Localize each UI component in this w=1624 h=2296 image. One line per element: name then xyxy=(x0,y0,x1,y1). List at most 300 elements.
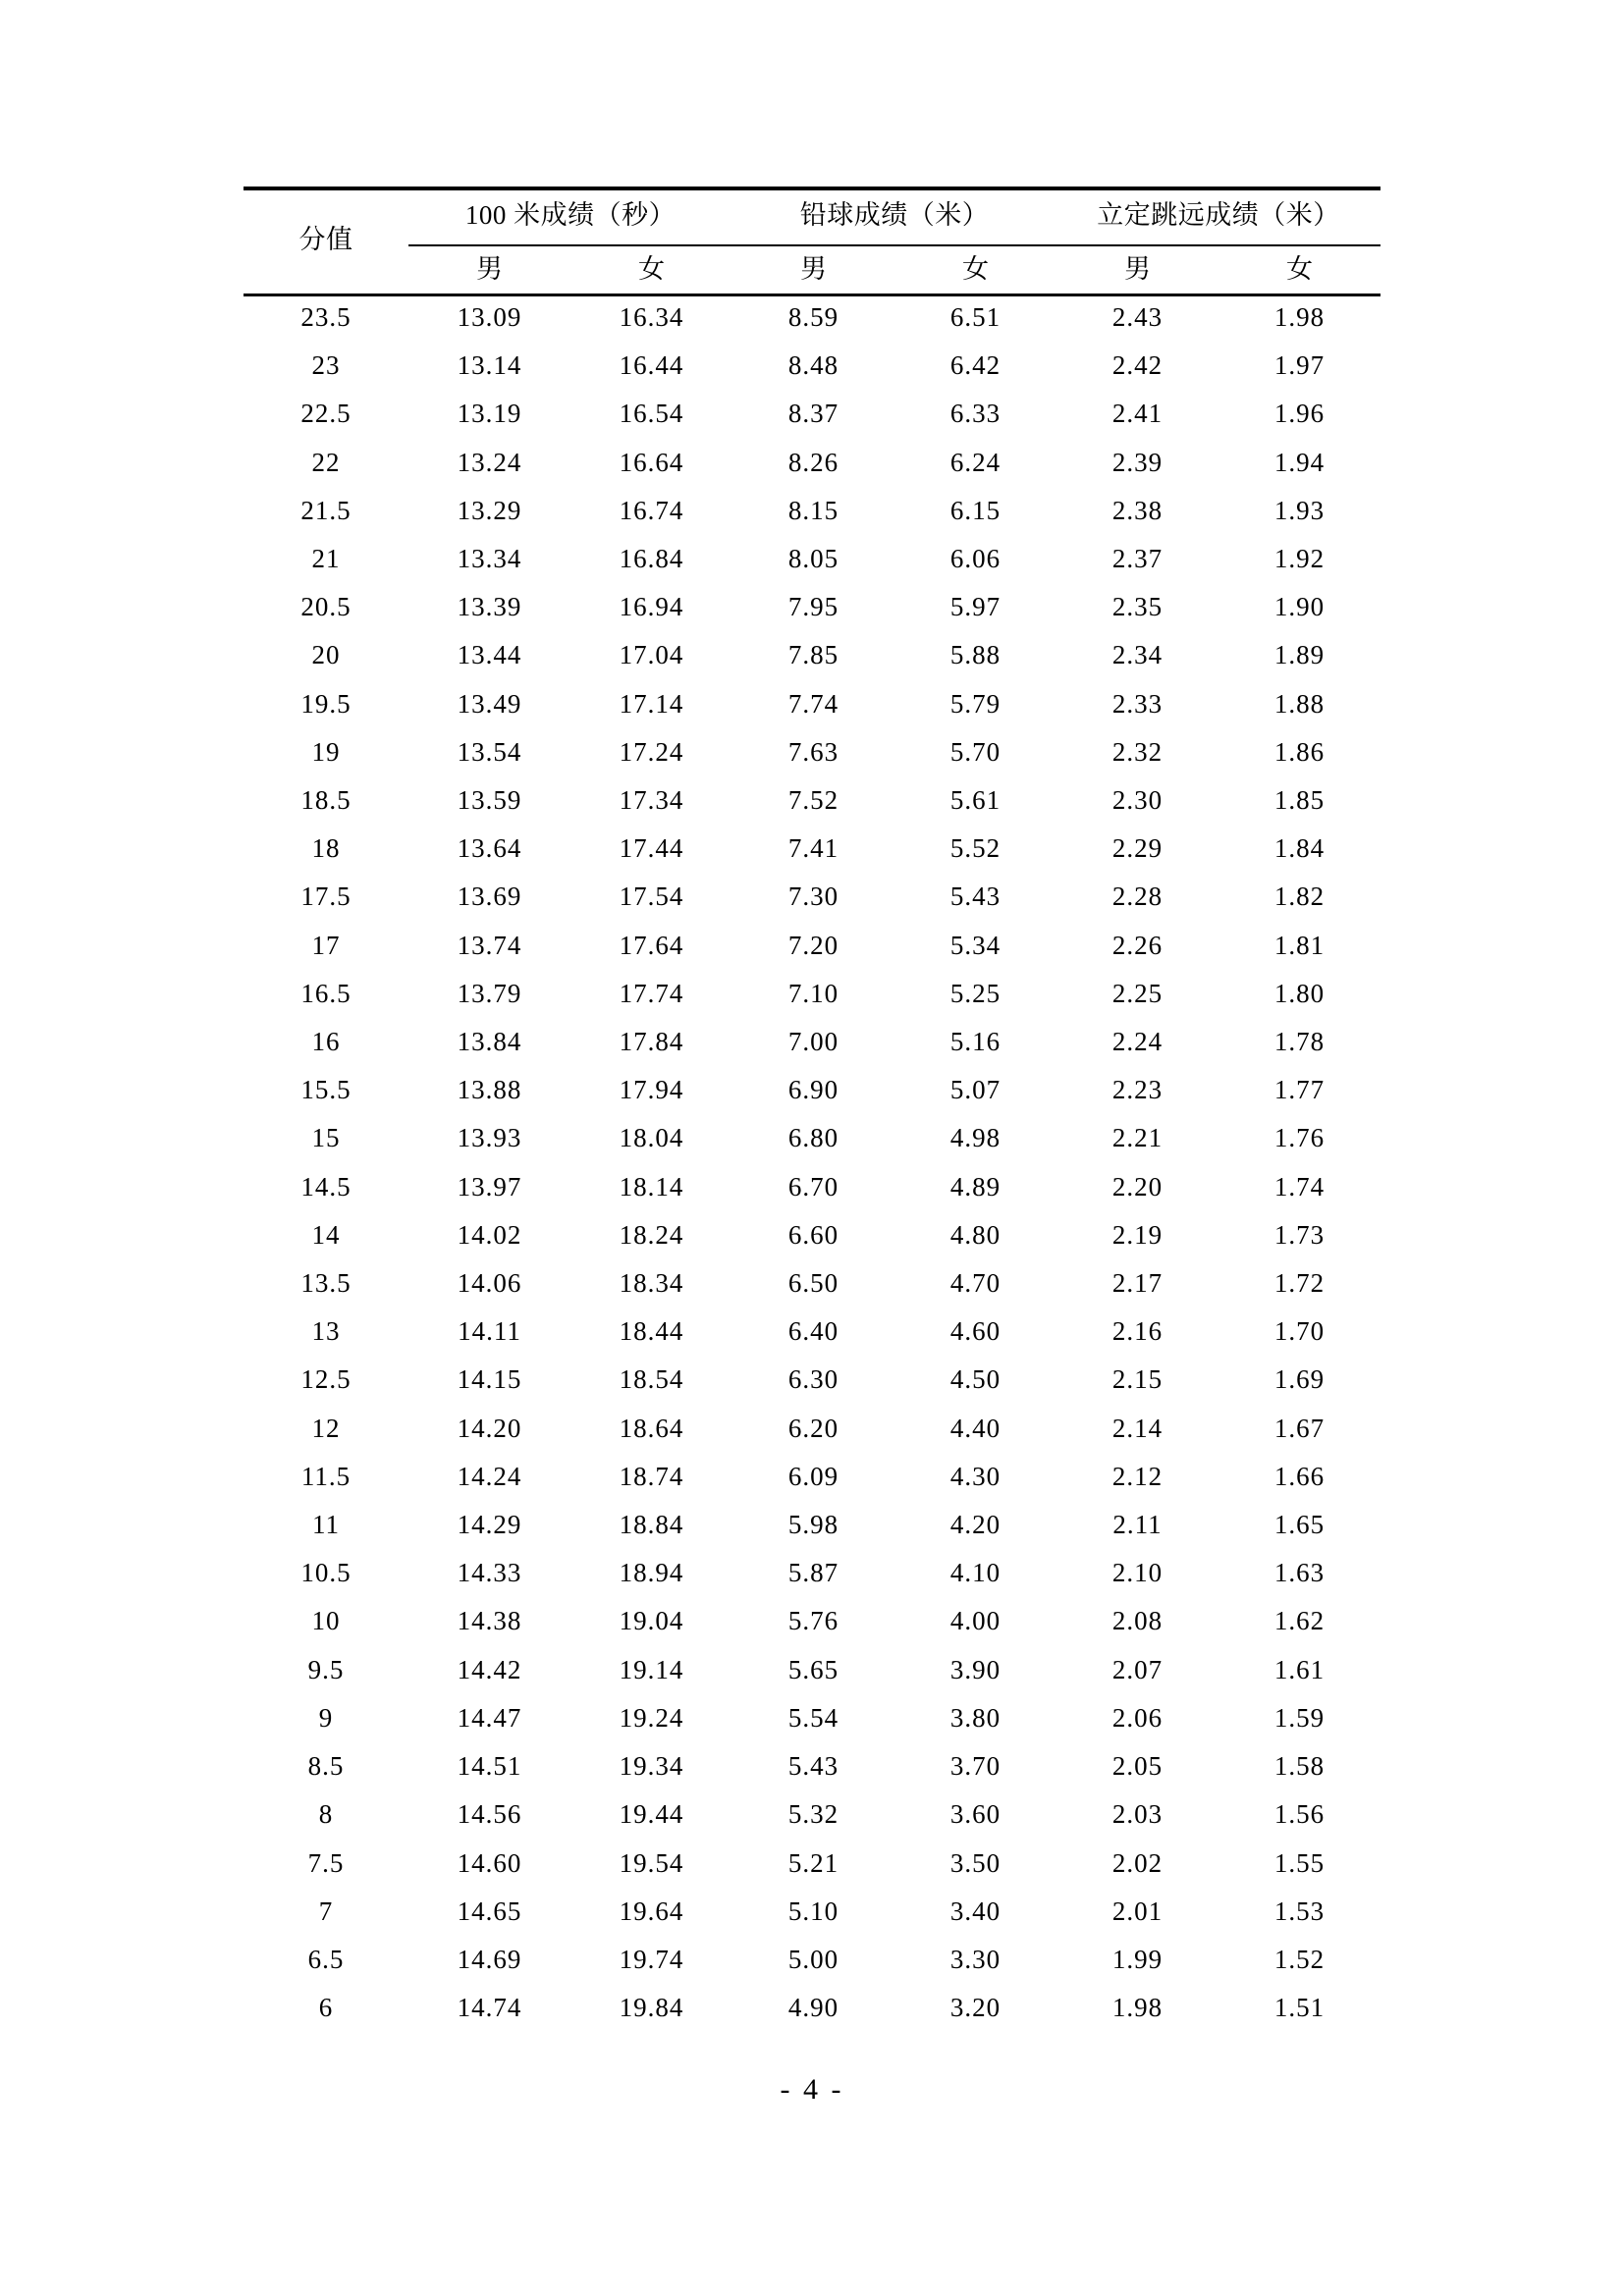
cell-shotput-female: 3.80 xyxy=(949,1702,1001,1733)
cell-jump-male: 2.05 xyxy=(1111,1751,1164,1782)
cell-jump-female: 1.65 xyxy=(1273,1510,1326,1540)
cell-shotput-female: 6.06 xyxy=(949,544,1001,574)
cell-100m-female: 19.44 xyxy=(619,1799,684,1830)
cell-shotput-male: 6.90 xyxy=(787,1075,839,1105)
cell-jump-male: 2.12 xyxy=(1111,1461,1164,1491)
cell-jump-female: 1.53 xyxy=(1273,1896,1326,1926)
cell-jump-male: 2.33 xyxy=(1111,688,1164,719)
table-row xyxy=(244,1453,1380,1501)
table-row xyxy=(244,342,1380,390)
cell-score: 21.5 xyxy=(300,495,352,525)
cell-jump-female: 1.51 xyxy=(1273,1993,1326,2023)
cell-score: 13 xyxy=(311,1316,341,1347)
cell-jump-male: 2.42 xyxy=(1111,350,1164,381)
table-row xyxy=(244,680,1380,728)
cell-jump-female: 1.55 xyxy=(1273,1847,1326,1878)
cell-100m-male: 14.65 xyxy=(457,1896,522,1926)
table-row xyxy=(244,728,1380,776)
column-group-header-shotput: 铅球成绩（米） xyxy=(799,200,990,230)
cell-score: 15.5 xyxy=(300,1075,352,1105)
cell-100m-female: 18.64 xyxy=(619,1413,684,1443)
cell-100m-female: 17.94 xyxy=(619,1075,684,1105)
cell-shotput-female: 4.00 xyxy=(949,1606,1001,1636)
cell-shotput-male: 5.54 xyxy=(787,1702,839,1733)
table-row xyxy=(244,1501,1380,1549)
cell-shotput-female: 3.60 xyxy=(949,1799,1001,1830)
cell-100m-male: 14.15 xyxy=(457,1364,522,1395)
cell-jump-male: 2.41 xyxy=(1111,399,1164,429)
cell-jump-female: 1.82 xyxy=(1273,881,1326,912)
cell-score: 12 xyxy=(311,1413,341,1443)
cell-score: 9 xyxy=(318,1702,334,1733)
cell-jump-male: 2.21 xyxy=(1111,1123,1164,1153)
table-row xyxy=(244,873,1380,921)
cell-score: 8 xyxy=(318,1799,334,1830)
table-row xyxy=(244,631,1380,679)
cell-shotput-female: 3.20 xyxy=(949,1993,1001,2023)
cell-shotput-male: 5.87 xyxy=(787,1558,839,1588)
cell-jump-female: 1.70 xyxy=(1273,1316,1326,1347)
cell-100m-male: 14.20 xyxy=(457,1413,522,1443)
table-row xyxy=(244,1259,1380,1308)
cell-jump-male: 2.30 xyxy=(1111,785,1164,816)
cell-shotput-male: 5.65 xyxy=(787,1654,839,1684)
table-subheader-row xyxy=(244,244,1380,294)
cell-100m-female: 19.84 xyxy=(619,1993,684,2023)
column-subheader-jump-female: 女 xyxy=(1286,254,1313,284)
cell-jump-male: 2.26 xyxy=(1111,930,1164,960)
cell-score: 20.5 xyxy=(300,592,352,622)
cell-jump-male: 2.08 xyxy=(1111,1606,1164,1636)
column-group-header-100m: 100 米成绩（秒） xyxy=(464,200,677,230)
cell-100m-female: 19.24 xyxy=(619,1702,684,1733)
cell-100m-male: 13.69 xyxy=(457,881,522,912)
cell-100m-female: 16.64 xyxy=(619,447,684,477)
cell-shotput-female: 5.61 xyxy=(949,785,1001,816)
cell-jump-female: 1.98 xyxy=(1273,302,1326,332)
cell-100m-female: 19.64 xyxy=(619,1896,684,1926)
table-row xyxy=(244,1018,1380,1066)
table-row xyxy=(244,922,1380,970)
cell-jump-female: 1.78 xyxy=(1273,1027,1326,1057)
cell-shotput-male: 5.00 xyxy=(787,1944,839,1974)
cell-jump-female: 1.84 xyxy=(1273,833,1326,864)
cell-shotput-female: 5.79 xyxy=(949,688,1001,719)
cell-jump-male: 2.06 xyxy=(1111,1702,1164,1733)
column-group-header-standing-long-jump: 立定跳远成绩（米） xyxy=(1097,200,1340,230)
cell-shotput-male: 5.10 xyxy=(787,1896,839,1926)
cell-score: 18.5 xyxy=(300,785,352,816)
cell-jump-female: 1.56 xyxy=(1273,1799,1326,1830)
cell-jump-male: 2.29 xyxy=(1111,833,1164,864)
cell-shotput-male: 5.98 xyxy=(787,1510,839,1540)
cell-shotput-male: 6.30 xyxy=(787,1364,839,1395)
cell-shotput-female: 3.50 xyxy=(949,1847,1001,1878)
cell-jump-female: 1.59 xyxy=(1273,1702,1326,1733)
cell-shotput-female: 4.40 xyxy=(949,1413,1001,1443)
cell-shotput-male: 6.70 xyxy=(787,1171,839,1201)
cell-jump-male: 2.28 xyxy=(1111,881,1164,912)
cell-jump-male: 2.19 xyxy=(1111,1219,1164,1250)
cell-score: 9.5 xyxy=(307,1654,345,1684)
cell-score: 14.5 xyxy=(300,1171,352,1201)
column-subheader-shotput-male: 男 xyxy=(800,254,827,284)
cell-shotput-female: 5.43 xyxy=(949,881,1001,912)
cell-jump-male: 2.10 xyxy=(1111,1558,1164,1588)
cell-shotput-female: 4.70 xyxy=(949,1268,1001,1299)
cell-100m-male: 14.06 xyxy=(457,1268,522,1299)
table-row xyxy=(244,1405,1380,1453)
cell-jump-female: 1.88 xyxy=(1273,688,1326,719)
cell-100m-female: 18.54 xyxy=(619,1364,684,1395)
cell-100m-female: 18.34 xyxy=(619,1268,684,1299)
cell-score: 7.5 xyxy=(307,1847,345,1878)
cell-100m-female: 19.54 xyxy=(619,1847,684,1878)
cell-shotput-female: 4.89 xyxy=(949,1171,1001,1201)
table-row xyxy=(244,390,1380,438)
cell-score: 18 xyxy=(311,833,341,864)
cell-shotput-male: 8.05 xyxy=(787,544,839,574)
table-row xyxy=(244,1646,1380,1694)
cell-score: 20 xyxy=(311,640,341,670)
cell-jump-male: 2.20 xyxy=(1111,1171,1164,1201)
cell-shotput-male: 8.48 xyxy=(787,350,839,381)
cell-jump-male: 2.07 xyxy=(1111,1654,1164,1684)
cell-score: 7 xyxy=(318,1896,334,1926)
cell-score: 11.5 xyxy=(300,1461,352,1491)
cell-shotput-female: 6.42 xyxy=(949,350,1001,381)
cell-100m-female: 18.74 xyxy=(619,1461,684,1491)
cell-shotput-female: 6.24 xyxy=(949,447,1001,477)
cell-score: 8.5 xyxy=(307,1751,345,1782)
cell-100m-female: 18.94 xyxy=(619,1558,684,1588)
table-row xyxy=(244,825,1380,873)
cell-jump-male: 2.14 xyxy=(1111,1413,1164,1443)
cell-100m-female: 17.84 xyxy=(619,1027,684,1057)
cell-100m-male: 13.74 xyxy=(457,930,522,960)
cell-100m-male: 14.38 xyxy=(457,1606,522,1636)
table-row xyxy=(244,1356,1380,1404)
cell-shotput-female: 5.07 xyxy=(949,1075,1001,1105)
cell-shotput-male: 7.41 xyxy=(787,833,839,864)
table-row xyxy=(244,1114,1380,1162)
cell-100m-female: 18.44 xyxy=(619,1316,684,1347)
cell-score: 22.5 xyxy=(300,399,352,429)
cell-100m-male: 13.34 xyxy=(457,544,522,574)
cell-100m-male: 14.47 xyxy=(457,1702,522,1733)
cell-jump-female: 1.74 xyxy=(1273,1171,1326,1201)
cell-100m-male: 13.09 xyxy=(457,302,522,332)
cell-jump-male: 2.43 xyxy=(1111,302,1164,332)
cell-shotput-female: 4.80 xyxy=(949,1219,1001,1250)
cell-100m-male: 14.74 xyxy=(457,1993,522,2023)
cell-shotput-male: 5.21 xyxy=(787,1847,839,1878)
cell-score: 13.5 xyxy=(300,1268,352,1299)
cell-jump-female: 1.73 xyxy=(1273,1219,1326,1250)
table-row xyxy=(244,487,1380,535)
cell-jump-male: 2.34 xyxy=(1111,640,1164,670)
cell-100m-female: 16.74 xyxy=(619,495,684,525)
cell-score: 19.5 xyxy=(300,688,352,719)
table-row xyxy=(244,439,1380,487)
cell-shotput-female: 5.70 xyxy=(949,736,1001,767)
cell-shotput-female: 3.90 xyxy=(949,1654,1001,1684)
cell-shotput-male: 8.37 xyxy=(787,399,839,429)
cell-shotput-male: 7.20 xyxy=(787,930,839,960)
cell-shotput-female: 4.20 xyxy=(949,1510,1001,1540)
cell-100m-female: 16.34 xyxy=(619,302,684,332)
cell-jump-male: 2.17 xyxy=(1111,1268,1164,1299)
cell-100m-male: 13.79 xyxy=(457,978,522,1008)
cell-shotput-female: 4.30 xyxy=(949,1461,1001,1491)
cell-jump-female: 1.72 xyxy=(1273,1268,1326,1299)
table-row xyxy=(244,1066,1380,1114)
cell-shotput-male: 8.59 xyxy=(787,302,839,332)
cell-score: 21 xyxy=(311,544,341,574)
cell-100m-female: 16.54 xyxy=(619,399,684,429)
table-row xyxy=(244,1597,1380,1645)
cell-shotput-male: 7.74 xyxy=(787,688,839,719)
cell-100m-male: 13.29 xyxy=(457,495,522,525)
table-row xyxy=(244,1790,1380,1839)
cell-shotput-female: 4.50 xyxy=(949,1364,1001,1395)
cell-100m-male: 14.42 xyxy=(457,1654,522,1684)
cell-100m-female: 17.64 xyxy=(619,930,684,960)
cell-shotput-female: 5.16 xyxy=(949,1027,1001,1057)
cell-jump-male: 2.03 xyxy=(1111,1799,1164,1830)
cell-shotput-male: 6.40 xyxy=(787,1316,839,1347)
cell-100m-male: 14.60 xyxy=(457,1847,522,1878)
cell-shotput-female: 5.52 xyxy=(949,833,1001,864)
cell-shotput-male: 6.50 xyxy=(787,1268,839,1299)
cell-score: 6 xyxy=(318,1993,334,2023)
cell-100m-male: 14.24 xyxy=(457,1461,522,1491)
cell-shotput-male: 7.52 xyxy=(787,785,839,816)
cell-shotput-female: 5.25 xyxy=(949,978,1001,1008)
cell-score: 19 xyxy=(311,736,341,767)
cell-shotput-female: 4.10 xyxy=(949,1558,1001,1588)
cell-jump-male: 2.38 xyxy=(1111,495,1164,525)
cell-shotput-female: 6.51 xyxy=(949,302,1001,332)
cell-100m-male: 14.33 xyxy=(457,1558,522,1588)
cell-100m-female: 19.14 xyxy=(619,1654,684,1684)
table-row xyxy=(244,583,1380,631)
cell-100m-male: 13.49 xyxy=(457,688,522,719)
cell-jump-male: 2.35 xyxy=(1111,592,1164,622)
column-subheader-100m-female: 女 xyxy=(638,254,665,284)
cell-100m-male: 14.51 xyxy=(457,1751,522,1782)
cell-score: 6.5 xyxy=(307,1944,345,1974)
cell-jump-male: 2.02 xyxy=(1111,1847,1164,1878)
cell-shotput-female: 3.30 xyxy=(949,1944,1001,1974)
cell-shotput-male: 8.26 xyxy=(787,447,839,477)
cell-jump-female: 1.66 xyxy=(1273,1461,1326,1491)
cell-shotput-female: 4.98 xyxy=(949,1123,1001,1153)
table-row xyxy=(244,1742,1380,1790)
cell-shotput-female: 5.34 xyxy=(949,930,1001,960)
cell-jump-male: 1.98 xyxy=(1111,1993,1164,2023)
cell-shotput-male: 5.43 xyxy=(787,1751,839,1782)
cell-jump-male: 1.99 xyxy=(1111,1944,1164,1974)
cell-100m-male: 13.64 xyxy=(457,833,522,864)
table-row xyxy=(244,294,1380,342)
cell-jump-male: 2.23 xyxy=(1111,1075,1164,1105)
cell-jump-male: 2.32 xyxy=(1111,736,1164,767)
table-row xyxy=(244,1308,1380,1356)
cell-score: 17 xyxy=(311,930,341,960)
cell-jump-male: 2.37 xyxy=(1111,544,1164,574)
table-row xyxy=(244,1163,1380,1211)
cell-shotput-female: 6.33 xyxy=(949,399,1001,429)
cell-shotput-female: 5.88 xyxy=(949,640,1001,670)
table-row xyxy=(244,1840,1380,1888)
cell-jump-female: 1.94 xyxy=(1273,447,1326,477)
cell-jump-female: 1.93 xyxy=(1273,495,1326,525)
cell-100m-female: 19.04 xyxy=(619,1606,684,1636)
cell-score: 22 xyxy=(311,447,341,477)
cell-100m-male: 13.59 xyxy=(457,785,522,816)
cell-jump-male: 2.39 xyxy=(1111,447,1164,477)
cell-jump-female: 1.90 xyxy=(1273,592,1326,622)
cell-shotput-male: 6.09 xyxy=(787,1461,839,1491)
column-subheader-100m-male: 男 xyxy=(476,254,503,284)
cell-score: 16 xyxy=(311,1027,341,1057)
cell-score: 17.5 xyxy=(300,881,352,912)
cell-jump-male: 2.11 xyxy=(1112,1510,1163,1540)
cell-shotput-male: 7.95 xyxy=(787,592,839,622)
cell-shotput-female: 3.40 xyxy=(949,1896,1001,1926)
table-row xyxy=(244,970,1380,1018)
cell-100m-male: 13.24 xyxy=(457,447,522,477)
cell-100m-female: 17.44 xyxy=(619,833,684,864)
cell-score: 10 xyxy=(311,1606,341,1636)
table-group-header-row xyxy=(244,187,1380,244)
table-row xyxy=(244,1211,1380,1259)
cell-jump-female: 1.80 xyxy=(1273,978,1326,1008)
cell-shotput-female: 6.15 xyxy=(949,495,1001,525)
cell-100m-male: 13.44 xyxy=(457,640,522,670)
cell-jump-male: 2.15 xyxy=(1111,1364,1164,1395)
table-body xyxy=(244,294,1380,2032)
cell-100m-male: 14.56 xyxy=(457,1799,522,1830)
cell-jump-female: 1.97 xyxy=(1273,350,1326,381)
cell-100m-female: 19.74 xyxy=(619,1944,684,1974)
cell-100m-male: 14.69 xyxy=(457,1944,522,1974)
cell-100m-female: 17.04 xyxy=(619,640,684,670)
column-subheader-jump-male: 男 xyxy=(1124,254,1151,284)
cell-jump-female: 1.89 xyxy=(1273,640,1326,670)
cell-shotput-male: 6.60 xyxy=(787,1219,839,1250)
table-row xyxy=(244,1984,1380,2032)
cell-jump-female: 1.86 xyxy=(1273,736,1326,767)
cell-shotput-male: 7.10 xyxy=(787,978,839,1008)
cell-shotput-male: 8.15 xyxy=(787,495,839,525)
cell-jump-female: 1.63 xyxy=(1273,1558,1326,1588)
cell-100m-female: 16.84 xyxy=(619,544,684,574)
cell-100m-male: 13.19 xyxy=(457,399,522,429)
page-number: - 4 - xyxy=(780,2073,844,2106)
cell-jump-female: 1.77 xyxy=(1273,1075,1326,1105)
cell-jump-female: 1.58 xyxy=(1273,1751,1326,1782)
cell-shotput-female: 3.70 xyxy=(949,1751,1001,1782)
cell-score: 23 xyxy=(311,350,341,381)
column-header-score: 分值 xyxy=(298,225,353,254)
cell-100m-female: 18.04 xyxy=(619,1123,684,1153)
cell-100m-male: 13.97 xyxy=(457,1171,522,1201)
cell-shotput-male: 6.80 xyxy=(787,1123,839,1153)
table-row xyxy=(244,1694,1380,1742)
cell-jump-female: 1.62 xyxy=(1273,1606,1326,1636)
cell-shotput-male: 4.90 xyxy=(787,1993,839,2023)
cell-100m-male: 13.39 xyxy=(457,592,522,622)
cell-shotput-male: 7.63 xyxy=(787,736,839,767)
cell-shotput-female: 4.60 xyxy=(949,1316,1001,1347)
cell-shotput-male: 7.85 xyxy=(787,640,839,670)
column-subheader-shotput-female: 女 xyxy=(962,254,989,284)
cell-jump-female: 1.92 xyxy=(1273,544,1326,574)
cell-jump-female: 1.76 xyxy=(1273,1123,1326,1153)
cell-100m-female: 17.54 xyxy=(619,881,684,912)
fitness-score-table xyxy=(244,187,1380,2032)
cell-100m-female: 19.34 xyxy=(619,1751,684,1782)
cell-jump-female: 1.52 xyxy=(1273,1944,1326,1974)
cell-100m-male: 13.93 xyxy=(457,1123,522,1153)
cell-100m-male: 14.29 xyxy=(457,1510,522,1540)
cell-100m-male: 13.88 xyxy=(457,1075,522,1105)
cell-100m-male: 13.54 xyxy=(457,736,522,767)
cell-shotput-male: 5.76 xyxy=(787,1606,839,1636)
cell-jump-female: 1.81 xyxy=(1273,930,1326,960)
cell-jump-female: 1.67 xyxy=(1273,1413,1326,1443)
cell-shotput-female: 5.97 xyxy=(949,592,1001,622)
cell-score: 14 xyxy=(311,1219,341,1250)
cell-jump-female: 1.69 xyxy=(1273,1364,1326,1395)
cell-100m-female: 18.84 xyxy=(619,1510,684,1540)
cell-score: 15 xyxy=(311,1123,341,1153)
table-row xyxy=(244,1549,1380,1597)
cell-100m-female: 18.24 xyxy=(619,1219,684,1250)
cell-score: 10.5 xyxy=(300,1558,352,1588)
cell-score: 11 xyxy=(312,1510,340,1540)
table-header xyxy=(244,187,1380,294)
table-row xyxy=(244,1888,1380,1936)
cell-100m-male: 14.02 xyxy=(457,1219,522,1250)
cell-score: 23.5 xyxy=(300,302,352,332)
cell-jump-male: 2.16 xyxy=(1111,1316,1164,1347)
table-row xyxy=(244,1936,1380,1984)
table-row xyxy=(244,535,1380,583)
cell-shotput-male: 7.30 xyxy=(787,881,839,912)
cell-shotput-male: 5.32 xyxy=(787,1799,839,1830)
cell-jump-male: 2.24 xyxy=(1111,1027,1164,1057)
cell-jump-male: 2.25 xyxy=(1111,978,1164,1008)
cell-100m-female: 17.14 xyxy=(619,688,684,719)
cell-jump-male: 2.01 xyxy=(1111,1896,1164,1926)
table-row xyxy=(244,776,1380,825)
cell-100m-male: 13.14 xyxy=(457,350,522,381)
cell-score: 16.5 xyxy=(300,978,352,1008)
cell-100m-female: 18.14 xyxy=(619,1171,684,1201)
cell-100m-female: 17.74 xyxy=(619,978,684,1008)
cell-100m-female: 16.44 xyxy=(619,350,684,381)
cell-100m-male: 14.11 xyxy=(458,1316,521,1347)
cell-100m-female: 17.34 xyxy=(619,785,684,816)
cell-jump-female: 1.61 xyxy=(1273,1654,1326,1684)
cell-jump-female: 1.96 xyxy=(1273,399,1326,429)
cell-jump-female: 1.85 xyxy=(1273,785,1326,816)
cell-100m-male: 13.84 xyxy=(457,1027,522,1057)
cell-100m-female: 17.24 xyxy=(619,736,684,767)
